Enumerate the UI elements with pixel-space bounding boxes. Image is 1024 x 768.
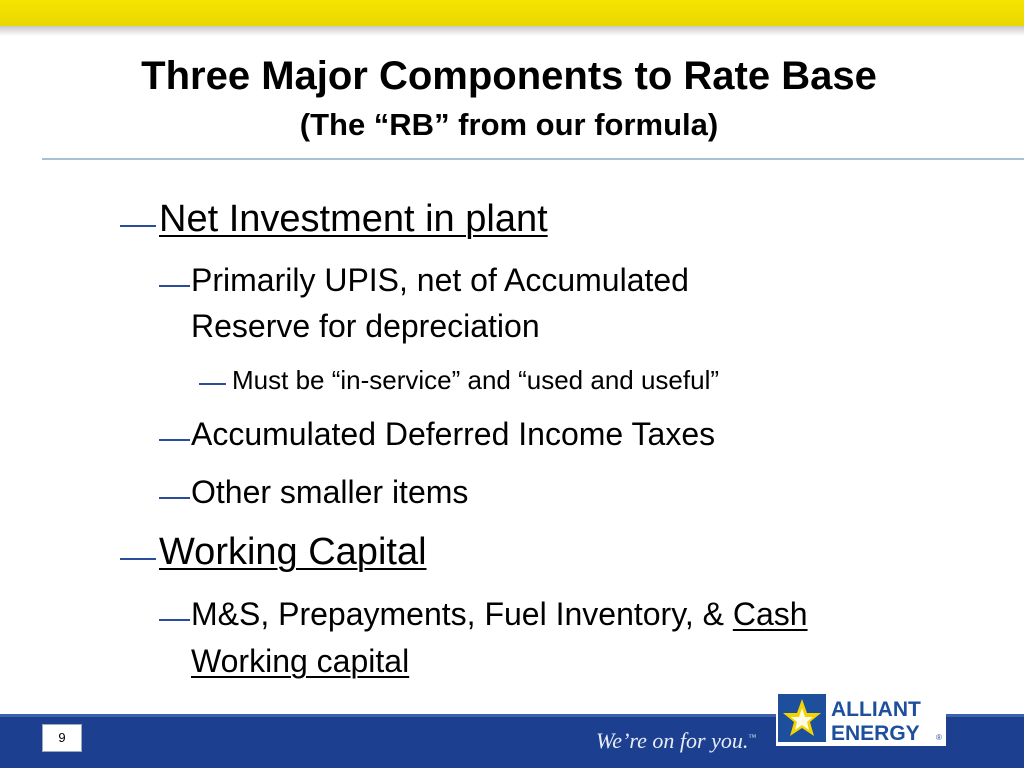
dash-marker (159, 285, 190, 287)
cash-working-capital-link: Cash (732, 596, 808, 632)
bullet-other-smaller-items (159, 470, 468, 514)
top-bar-shadow (0, 26, 1024, 36)
bullet-text: Must be “in-service” and “used and useful” (232, 365, 720, 395)
page-number: 9 (42, 724, 82, 752)
dash-marker (199, 383, 226, 385)
logo-word-energy: ENERGY (831, 722, 920, 745)
alliant-energy-logo (776, 690, 946, 746)
slide-title: Three Major Components to Rate Base (141, 54, 877, 98)
bullet-net-investment (120, 196, 548, 242)
bullet-ms-prepayments-line2 (191, 639, 409, 683)
footer-tagline (596, 728, 756, 754)
bullet-working-capital (120, 529, 427, 575)
dash-marker (159, 497, 190, 499)
bullet-text-line1: Primarily UPIS, net of Accumulated (191, 262, 689, 298)
cash-working-capital-link-line2: Working capital (191, 643, 410, 679)
dash-marker (159, 439, 190, 441)
bullet-primarily-upis (159, 258, 689, 302)
dash-marker (159, 619, 190, 621)
alliant-energy-logo-graphic (776, 690, 946, 746)
dash-marker (120, 558, 156, 560)
tagline-trademark: ™ (748, 732, 757, 742)
dash-marker (120, 225, 156, 227)
bullet-ms-prepayments (159, 592, 808, 636)
bullet-text-line1: M&S, Prepayments, Fuel Inventory, & (191, 596, 733, 632)
top-accent-bar (0, 0, 1024, 26)
bullet-text: Accumulated Deferred Income Taxes (191, 416, 716, 452)
logo-word-alliant: ALLIANT (831, 698, 921, 721)
bullet-text: Working Capital (159, 531, 427, 573)
bullet-text: Other smaller items (191, 474, 469, 510)
bullet-text: Net Investment in plant (159, 198, 548, 240)
tagline-text: We’re on for you. (596, 728, 749, 753)
title-divider (42, 158, 1024, 160)
bullet-accumulated-deferred (159, 412, 715, 456)
bullet-primarily-upis-line2: Reserve for depreciation (191, 308, 540, 344)
bullet-must-be-in-service (199, 364, 719, 396)
slide-subtitle: (The “RB” from our formula) (299, 107, 719, 142)
logo-registered-mark: ® (936, 733, 942, 742)
